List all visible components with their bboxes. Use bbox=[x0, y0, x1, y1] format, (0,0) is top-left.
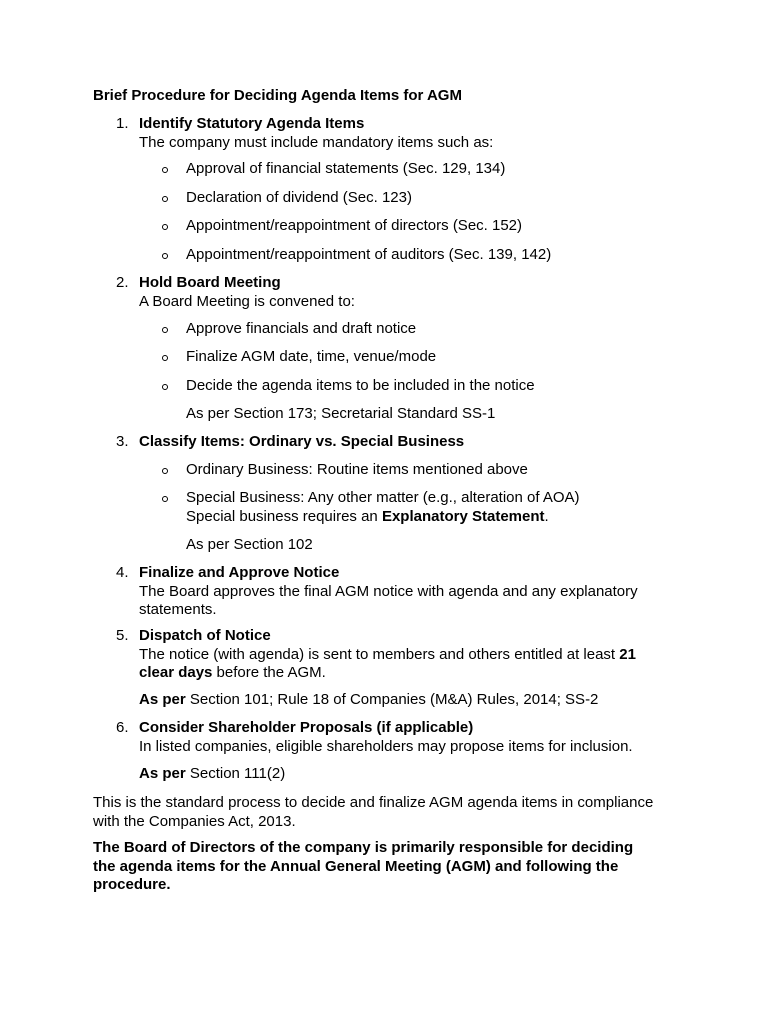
step-number: 2. bbox=[116, 274, 129, 291]
step-number: 5. bbox=[116, 627, 129, 644]
step-heading: Dispatch of Notice bbox=[139, 627, 271, 644]
list-item: Declaration of dividend (Sec. 123) bbox=[139, 189, 679, 208]
step-text: In listed companies, eligible shareholders may propose items for inclusion. bbox=[139, 737, 633, 755]
hollow-bullet-icon bbox=[162, 167, 168, 173]
list-item: Decide the agenda items to be included in the notice bbox=[139, 377, 679, 396]
step-heading: Consider Shareholder Proposals (if applicable) bbox=[139, 719, 474, 736]
list-item: Approve financials and draft notice bbox=[139, 320, 679, 339]
step-heading: Hold Board Meeting bbox=[139, 274, 281, 291]
list-item: Appointment/reappointment of auditors (Sec. 139, 142) bbox=[139, 246, 679, 265]
list-item: Appointment/reappointment of directors (Sec. 152) bbox=[139, 217, 679, 236]
legal-reference: As per Section 173; Secretarial Standard SS-1 bbox=[186, 405, 496, 422]
hollow-bullet-icon bbox=[162, 468, 168, 474]
step-text: statements. bbox=[139, 601, 217, 618]
step-number: 6. bbox=[116, 719, 129, 736]
step-heading: Classify Items: Ordinary vs. Special Business bbox=[139, 433, 465, 450]
special-note: Special business requires an Explanatory Statement. bbox=[186, 507, 549, 525]
hollow-bullet-icon bbox=[162, 196, 168, 202]
legal-reference: As per Section 111(2) bbox=[139, 765, 286, 782]
legal-reference: As per Section 101; Rule 18 of Companies (M&A) Rules, 2014; SS-2 bbox=[139, 691, 599, 708]
closing-paragraph: This is the standard process to decide and finalize AGM agenda items in compliance with the Companies Act, 2013. bbox=[93, 794, 654, 830]
step-number: 3. bbox=[116, 433, 129, 450]
step-heading: Identify Statutory Agenda Items bbox=[139, 115, 365, 132]
step-text: The Board approves the final AGM notice with agenda and any explanatory bbox=[139, 582, 638, 600]
step-number: 4. bbox=[116, 564, 129, 581]
legal-reference: As per Section 102 bbox=[186, 536, 313, 553]
hollow-bullet-icon bbox=[162, 327, 168, 333]
hollow-bullet-icon bbox=[162, 496, 168, 502]
step-text: clear days before the AGM. bbox=[139, 664, 326, 681]
step-6 bbox=[93, 719, 673, 756]
step-4 bbox=[93, 564, 673, 620]
hollow-bullet-icon bbox=[162, 355, 168, 361]
step-2 bbox=[93, 274, 673, 311]
list-item: Approval of financial statements (Sec. 129, 134) bbox=[139, 160, 679, 179]
list-item: Finalize AGM date, time, venue/mode bbox=[139, 348, 679, 367]
hollow-bullet-icon bbox=[162, 224, 168, 230]
step-number: 1. bbox=[116, 115, 129, 132]
list-item: Ordinary Business: Routine items mentioned above bbox=[139, 461, 679, 480]
step-heading: Finalize and Approve Notice bbox=[139, 564, 340, 581]
list-item: Special Business: Any other matter (e.g., alteration of AOA) Special business requires an Explanatory Statement. bbox=[139, 489, 679, 526]
step-intro: The company must include mandatory items such as: bbox=[139, 133, 494, 151]
hollow-bullet-icon bbox=[162, 253, 168, 259]
hollow-bullet-icon bbox=[162, 384, 168, 390]
step-5 bbox=[93, 627, 673, 683]
step-text: The notice (with agenda) is sent to members and others entitled at least 21 bbox=[139, 645, 636, 663]
step-intro: A Board Meeting is convened to: bbox=[139, 292, 355, 310]
document-title: Brief Procedure for Deciding Agenda Items for AGM bbox=[93, 87, 462, 104]
responsibility-statement: The Board of Directors of the company is primarily responsible for deciding the agenda items for the Annual General Meeting (AGM) and following the procedure. bbox=[93, 839, 634, 893]
step-3 bbox=[93, 433, 673, 452]
step-1 bbox=[93, 115, 673, 152]
